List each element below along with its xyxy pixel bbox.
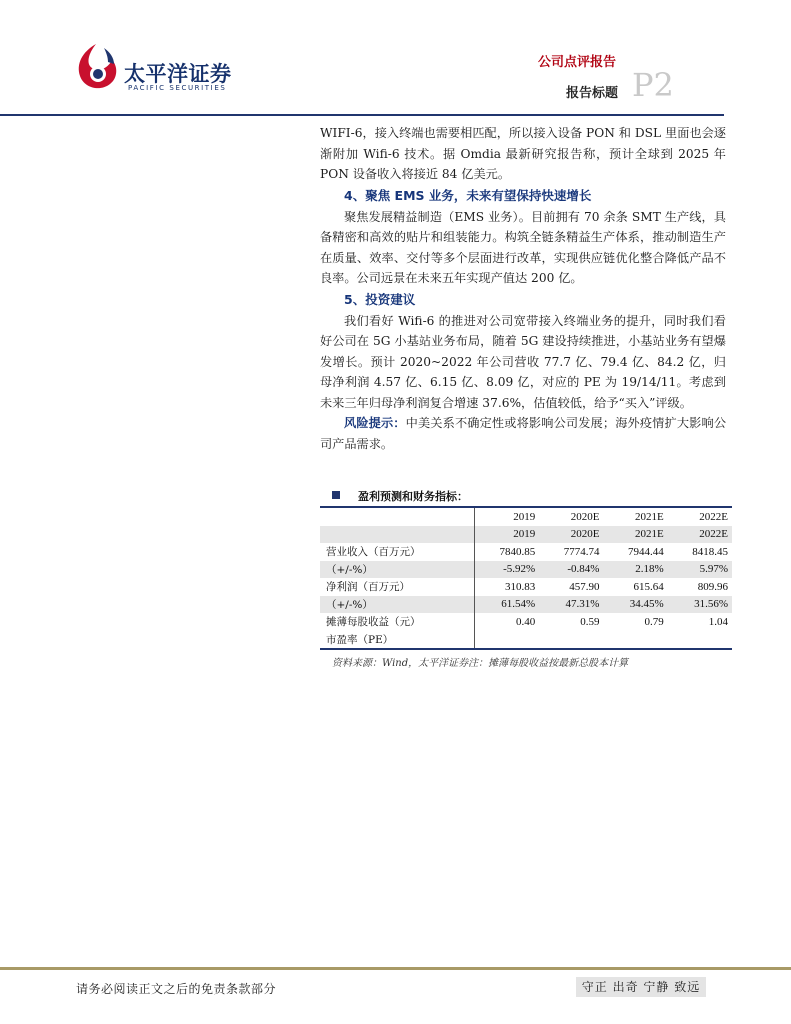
table-header-cell: 2021E <box>603 507 667 526</box>
table-cell: 31.56% <box>668 596 732 614</box>
square-bullet-icon <box>332 491 340 499</box>
financial-table-section <box>320 488 732 669</box>
footer-divider <box>0 967 791 970</box>
table-cell: 457.90 <box>569 580 600 593</box>
table-cell: 7774.74 <box>563 545 600 558</box>
table-row <box>320 543 732 561</box>
page-number: P2 <box>632 66 674 104</box>
table-cell <box>474 631 539 650</box>
table-cell: 47.31% <box>539 596 603 614</box>
table-row <box>320 561 732 579</box>
table-cell: 2.18% <box>603 561 667 579</box>
table-header-row <box>320 507 732 526</box>
row-label: （+/-%） <box>320 596 474 614</box>
table-heading <box>320 488 732 506</box>
paragraph-wifi6: WIFI-6，接入终端也需要相匹配，所以接入设备 PON 和 DSL 里面也会逐渐附加 Wifi-6 技术。据 Omdia 最新研究报告称，预计全球到 2025 年 PON 设备收入将接近 84 亿美元。 <box>320 126 726 181</box>
paragraph-investment: 我们看好 Wifi-6 的推进对公司宽带接入终端业务的提升，同时我们看好公司在 5G 小基站业务布局，随着 5G 建设持续推进，小基站业务有望爆发增长。预计 2020~2022 年公司营收 77.7 亿、79.4 亿、84.2 亿，归母净利润 4.57 亿、6.15 亿、8.09 亿，对应的 PE 为 19/14/11。考虑到未来三年归母净利润复合增速 37.6%，估值较低，给予“买入”评级。 <box>320 313 726 410</box>
table-row <box>320 578 732 596</box>
table-cell: -0.84% <box>539 561 603 579</box>
table-cell: 310.83 <box>504 580 536 593</box>
row-label <box>320 526 474 544</box>
risk-text: 中美关系不确定性或将影响公司发展；海外疫情扩大影响公司产品需求。 <box>320 416 727 451</box>
table-header-cell: 2019 <box>474 507 539 526</box>
table-cell: 7840.85 <box>499 545 536 558</box>
table-row <box>320 613 732 631</box>
table-cell: 1.04 <box>708 615 728 628</box>
table-cell: 2019 <box>474 526 539 544</box>
table-cell <box>539 631 603 650</box>
pacific-securities-logo-icon <box>74 42 118 92</box>
table-cell: 7944.44 <box>627 545 664 558</box>
table-cell: 2021E <box>603 526 667 544</box>
table-cell: 34.45% <box>603 596 667 614</box>
page-header <box>0 0 791 118</box>
table-cell: 809.96 <box>697 580 728 593</box>
table-cell: 0.40 <box>515 615 536 628</box>
table-cell: 5.97% <box>668 561 732 579</box>
table-row <box>320 596 732 614</box>
table-cell: 615.64 <box>633 580 664 593</box>
report-body <box>320 123 726 454</box>
row-label: 摊薄每股收益（元） <box>320 613 474 631</box>
table-cell: 8418.45 <box>692 545 728 558</box>
table-cell <box>668 631 732 650</box>
table-row <box>320 526 732 544</box>
section-5-title: 5、投资建议 <box>344 291 416 307</box>
footer-disclaimer: 请务必阅读正文之后的免责条款部分 <box>76 982 277 996</box>
table-header-cell: 2020E <box>539 507 603 526</box>
logo-english-name: PACIFIC SECURITIES <box>128 84 227 92</box>
header-divider <box>0 114 724 116</box>
table-cell: 0.59 <box>580 615 600 628</box>
table-cell: 0.79 <box>644 615 664 628</box>
table-cell: 2020E <box>539 526 603 544</box>
paragraph-risk <box>320 413 726 454</box>
table-cell: 2022E <box>668 526 732 544</box>
financial-table <box>320 506 732 650</box>
report-title: 报告标题 <box>566 86 619 101</box>
row-label: 市盈率（PE） <box>320 631 474 650</box>
report-type: 公司点评报告 <box>538 55 617 70</box>
section-4-title: 4、聚焦 EMS 业务，未来有望保持快速增长 <box>344 187 592 203</box>
paragraph-ems: 聚焦发展精益制造（EMS 业务）。目前拥有 70 余条 SMT 生产线，具备精密和高效的贴片和组装能力。构筑全链条精益生产体系，推动制造生产在质量、效率、交付等多个层面进行改革，实现供应链优化整合降低产品不良率。公司远景在未来五年实现产值达 200 亿。 <box>320 209 726 285</box>
row-label: 净利润（百万元） <box>320 578 474 596</box>
table-cell: 61.54% <box>474 596 539 614</box>
row-label: （+/-%） <box>320 561 474 579</box>
logo-chinese-name: 太平洋证券 <box>124 62 232 86</box>
risk-label: 风险提示： <box>344 416 406 430</box>
table-cell: -5.92% <box>474 561 539 579</box>
table-cell <box>603 631 667 650</box>
table-source-note: 资料来源：Wind，太平洋证券注：摊薄每股收益按最新总股本计算 <box>332 658 629 669</box>
footer-motto: 守正 出奇 宁静 致远 <box>576 977 706 997</box>
table-title: 盈利预测和财务指标： <box>358 490 468 503</box>
row-label: 营业收入（百万元） <box>320 543 474 561</box>
table-row <box>320 631 732 650</box>
table-header-cell: 2022E <box>668 507 732 526</box>
table-header-cell <box>320 507 474 526</box>
